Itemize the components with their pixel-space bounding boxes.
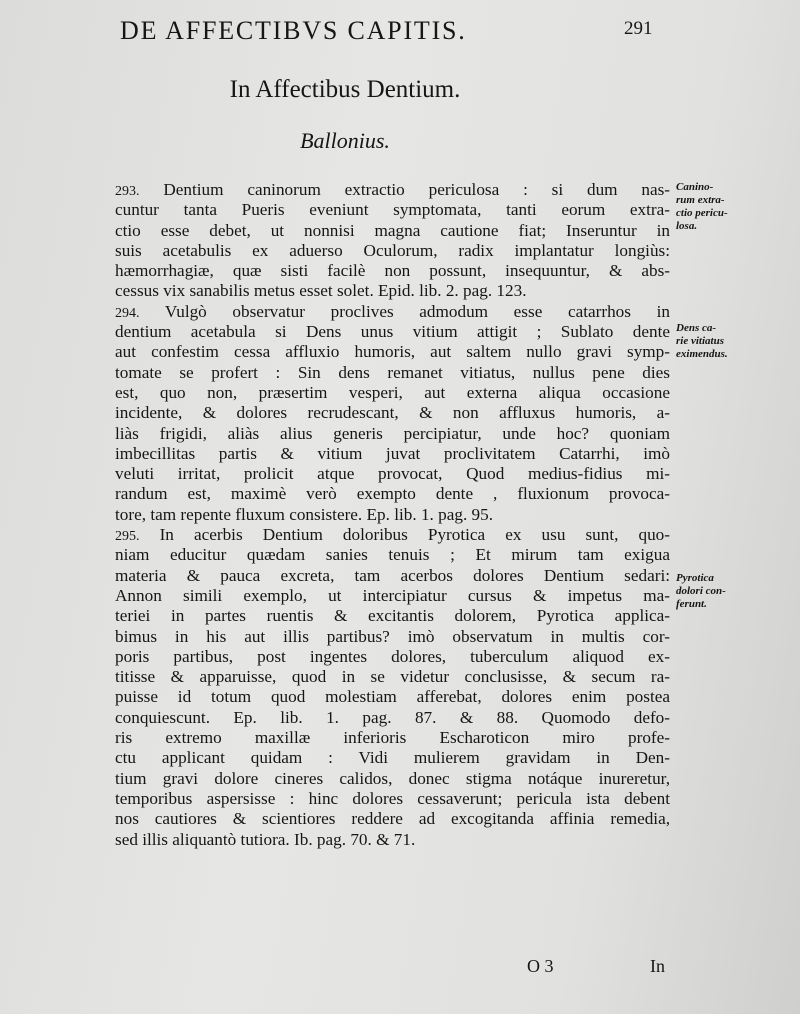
text-line: incidente, & dolores recrudescant, & non affluxus humoris, a- (115, 403, 670, 423)
text-line: ctu applicant quidam : Vidi mulierem gravidam in Den- (115, 748, 670, 768)
text-line: tomate se profert : Sin dens remanet vitiatus, nullus pene dies (115, 362, 670, 382)
text-line: conquiescunt. Ep. lib. 1. pag. 87. & 88. Quomodo defo- (115, 707, 670, 727)
text-line: suis acetabulis ex aduerso Oculorum, radix implantatur longiùs: (115, 240, 670, 260)
author-heading: Ballonius. (300, 128, 390, 153)
text-line: cuntur tanta Pueris eveniunt symptomata, tanti eorum extra- (115, 200, 670, 220)
paragraph-number: 293. (115, 184, 140, 199)
signature-mark: O 3 (527, 956, 554, 976)
text-line: materia & pauca excreta, tam acerbos dolores Dentium sedari: (115, 565, 670, 585)
text-line: nos cautiores & scientiores reddere ad excogitanda affinia remedia, (115, 809, 670, 829)
text-line: sed illis aliquantò tutiora. Ib. pag. 70. & 71. (115, 829, 416, 849)
text-line: veluti irritat, prolicit atque provocat, Quod medius-fidius mi- (115, 464, 670, 484)
marginal-note-carious-tooth: Dens ca- rie vitiatus eximendus. (676, 322, 728, 360)
text-line: 295. In acerbis Dentium doloribus Pyrotica ex usu sunt, quo- (115, 525, 670, 545)
paragraph-number: 295. (115, 529, 140, 545)
text-line: dentium acetabula si Dens unus vitium attigit ; Sublato dente (115, 322, 670, 342)
page-number: 291 (624, 18, 653, 39)
chapter-title: In Affectibus Dentium. (229, 76, 461, 103)
text-line: 293. Dentium caninorum extractio periculosa : si dum nas- (115, 180, 670, 199)
text-line: niam educitur quædam sanies tenuis ; Et mirum tam exigua (115, 545, 670, 565)
text-line: bimus in his aut illis partibus? imò observatum in multis cor- (115, 626, 670, 646)
text-line: tore, tam repente fluxum consistere. Ep. lib. 1. pag. 95. (115, 504, 494, 524)
running-head: DE AFFECTIBVS CAPITIS. (120, 16, 467, 45)
text-line: est, quo non, præsertim vesperi, aut externa aliqua occasione (115, 382, 670, 402)
text-line: hæmorrhagiæ, quæ sisti facilè non possunt, insequuntur, & abs- (115, 261, 670, 281)
text-line: randum est, maximè verò exempto dente , fluxionum provoca- (115, 484, 670, 504)
text-line: poris partibus, post ingentes dolores, tuberculum aliquod ex- (115, 646, 670, 666)
paragraph-number: 294. (115, 305, 140, 321)
paragraph-295 (115, 525, 670, 850)
text-line: Annon simili exemplo, ut intercipiatur cursus & impetus ma- (115, 585, 670, 605)
text-line: ctio esse debet, ut nonnisi magna cautione fiat; Inseruntur in (115, 220, 670, 240)
paragraph-293 (115, 180, 670, 302)
text-line: ris extremo maxillæ inferioris Escharoticon miro profe- (115, 728, 670, 748)
text-line: tium gravi dolore cineres calidos, donec stigma notáque inureretur, (115, 768, 670, 788)
text-line: temporibus aspersisse : hinc dolores cessaverunt; pericula ista debent (115, 788, 670, 808)
text-line: imbecillitas partis & vitium juvat proclivitatem Catarrhi, imò (115, 443, 670, 463)
text-line: teriei in partes ruentis & excitantis dolorem, Pyrotica applica- (115, 606, 670, 626)
marginal-note-pyrotica: Pyrotica dolori con- ferunt. (676, 572, 726, 610)
marginal-note-canine-extraction: Canino- rum extra- ctio pericu- losa. (676, 181, 728, 232)
text-line: 294. Vulgò observatur proclives admodum esse catarrhos in (115, 301, 670, 321)
text-line: puisse id totum quod molestiam afferebat, dolores enim postea (115, 687, 670, 707)
body-text (115, 180, 670, 850)
catchword: In (650, 956, 665, 976)
text-line: liàs frigidi, aliàs alius generis percipiatur, unde hoc? quoniam (115, 423, 670, 443)
paragraph-294 (115, 302, 670, 525)
text-line: cessus vix sanabilis metus esset solet. Epid. lib. 2. pag. 123. (115, 281, 527, 301)
text-line: aut confestim cessa affluxio humoris, aut saltem nullo gravi symp- (115, 342, 670, 362)
text-line: titisse & apparuisse, quod in se videtur conclusisse, & secum ra- (115, 667, 670, 687)
